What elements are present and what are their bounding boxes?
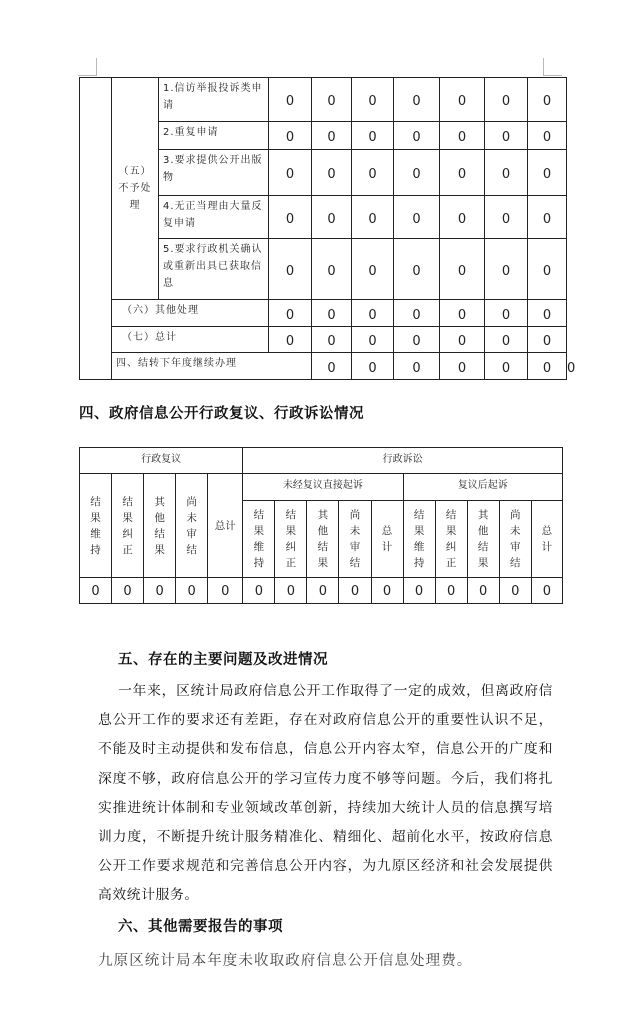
value-cell: 0: [440, 196, 485, 239]
table-row: 四、结转下年度继续办理 0 0 0 0 0 0 0: [80, 353, 567, 380]
value-cell: 0: [394, 353, 440, 380]
crop-mark-right-h: [544, 75, 562, 76]
value-cell: 0: [269, 239, 312, 300]
header-cell: 尚未审结: [499, 501, 531, 578]
value-cell: 0: [485, 78, 528, 122]
value-cell: 0: [440, 150, 485, 196]
value-cell: 0: [394, 78, 440, 122]
value-cell: 0: [352, 150, 394, 196]
value-cell: 0: [528, 353, 567, 380]
crop-mark-right: [543, 58, 544, 76]
value-cell: 0: [312, 122, 352, 150]
value-cell: 0: [269, 122, 312, 150]
table-row: [80, 474, 563, 501]
section-5-paragraph: [98, 677, 553, 911]
value-cell: 0: [112, 578, 144, 604]
header-cell: 结果纠正: [275, 501, 307, 578]
review-litigation-table: [79, 447, 563, 604]
group-label: （五）不予处理: [118, 166, 152, 211]
header-cell: 结果纠正: [112, 474, 144, 578]
value-cell: 0: [394, 239, 440, 300]
crop-mark-left-h: [78, 75, 96, 76]
row-label: 2.重复申请: [159, 122, 269, 150]
row-label: （六）其他处理: [112, 300, 269, 327]
value-cell: 0: [269, 78, 312, 122]
row-label: 5.要求行政机关确认或重新出具已获取信息: [159, 239, 269, 300]
value-cell: 0: [528, 196, 567, 239]
value-cell: 0: [394, 327, 440, 353]
table-row: [80, 448, 563, 474]
value-cell: 0: [394, 300, 440, 327]
value-cell: 0: [528, 239, 567, 300]
processing-table: [79, 77, 576, 380]
row-label: （七）总计: [112, 327, 269, 353]
value-cell: 0: [312, 327, 352, 353]
value-cell: 0: [440, 327, 485, 353]
value-cell: 0: [528, 150, 567, 196]
header-cell: 总计: [531, 501, 562, 578]
value-cell: 0: [269, 327, 312, 353]
value-cell: 0: [269, 196, 312, 239]
value-cell: 0: [440, 353, 485, 380]
value-cell: 0: [352, 122, 394, 150]
value-cell: 0: [485, 150, 528, 196]
value-cell: 0: [307, 578, 339, 604]
value-cell: 0: [352, 196, 394, 239]
value-cell: 0: [485, 300, 528, 327]
value-cell: 0: [394, 122, 440, 150]
value-cell: 0: [352, 300, 394, 327]
header-cell: 结果维持: [403, 501, 435, 578]
header-cell: 结果维持: [243, 501, 275, 578]
value-cell: 0: [352, 327, 394, 353]
value-cell: 0: [528, 327, 567, 353]
table-row: [80, 300, 567, 327]
value-cell: 0: [528, 78, 567, 122]
value-cell: 0: [394, 196, 440, 239]
value-cell: 0: [269, 150, 312, 196]
value-cell: 0: [275, 578, 307, 604]
table-row: [80, 578, 563, 604]
value-cell: 0: [485, 353, 528, 380]
value-cell: 0: [352, 239, 394, 300]
value-cell: 0: [339, 578, 371, 604]
review-header: 行政复议: [80, 448, 243, 474]
blank-cell: [80, 78, 112, 380]
value-cell: 0: [269, 300, 312, 327]
value-cell: 0: [176, 578, 208, 604]
section-heading-5: 五、存在的主要问题及改进情况: [118, 652, 328, 668]
value-cell: 0: [371, 578, 403, 604]
value-cell: 0: [312, 353, 352, 380]
value-cell: 0: [394, 150, 440, 196]
row-label: 3.要求提供公开出版物: [159, 150, 269, 196]
paragraph-text: 一年来，区统计局政府信息公开工作取得了一定的成效，但离政府信息公开工作的要求还有差距，存在对政府信息公开的重要性认识不足，不能及时主动提供和发布信息，信息公开内容太窄，信息公开的广度和深度不够，政府信息公开的学习宣传力度不够等问题。今后，我们将扎实推进统计体制和专业领域改革创新，持续加大统计人员的信息撰写培训力度，不断提升统计服务精准化、精细化、超前化水平，按政府信息公开工作要求规范和完善信息公开内容，为九原区经济和社会发展提供高效统计服务。: [98, 683, 553, 904]
value-cell: 0: [243, 578, 275, 604]
group-label-cell: [112, 78, 159, 300]
section-heading-6: 六、其他需要报告的事项: [118, 919, 283, 935]
header-cell: 尚未审结: [176, 474, 208, 578]
value-cell: 0: [485, 122, 528, 150]
value-cell: 0: [352, 78, 394, 122]
litigation-header: 行政诉讼: [243, 448, 563, 474]
header-cell: 总计: [371, 501, 403, 578]
row-label: 1.信访举报投诉类申请: [159, 78, 269, 122]
value-cell: 0: [312, 196, 352, 239]
header-cell: 其他结果: [307, 501, 339, 578]
value-cell: 0: [208, 578, 243, 604]
value-cell: 0: [403, 578, 435, 604]
header-cell: 总计: [208, 474, 243, 578]
header-cell: 结果纠正: [435, 501, 467, 578]
value-cell: 0: [499, 578, 531, 604]
after-review-header: 复议后起诉: [403, 474, 562, 501]
value-cell: 0: [485, 239, 528, 300]
value-cell: 0: [352, 353, 394, 380]
value-cell: 0: [467, 578, 499, 604]
value-cell: 0: [440, 122, 485, 150]
crop-mark-left: [96, 58, 97, 76]
value-cell: 0: [312, 239, 352, 300]
value-cell: 0: [528, 122, 567, 150]
header-cell: 其他结果: [144, 474, 176, 578]
value-cell: 0: [485, 196, 528, 239]
value-cell: 0: [531, 578, 562, 604]
value-cell: 0: [440, 78, 485, 122]
value-cell: 0: [144, 578, 176, 604]
value-cell: 0: [312, 78, 352, 122]
value-cell: 0: [440, 300, 485, 327]
value-cell: 0: [312, 150, 352, 196]
value-cell: 0: [485, 327, 528, 353]
table-row: [80, 78, 567, 122]
row-label: 四、结转下年度继续办理: [112, 353, 312, 380]
value-cell: 0: [440, 239, 485, 300]
header-cell: 结果维持: [80, 474, 112, 578]
value-cell: 0: [80, 578, 112, 604]
value-cell: 0: [435, 578, 467, 604]
table-row: [80, 327, 567, 353]
value-cell: 0: [312, 300, 352, 327]
header-cell: 尚未审结: [339, 501, 371, 578]
row-label: 4.无正当理由大量反复申请: [159, 196, 269, 239]
section-heading-4: 四、政府信息公开行政复议、行政诉讼情况: [79, 406, 364, 422]
header-cell: 其他结果: [467, 501, 499, 578]
direct-header: 未经复议直接起诉: [243, 474, 403, 501]
section-6-text: 九原区统计局本年度未收取政府信息公开信息处理费。: [98, 953, 473, 969]
value-cell: 0: [528, 300, 567, 327]
